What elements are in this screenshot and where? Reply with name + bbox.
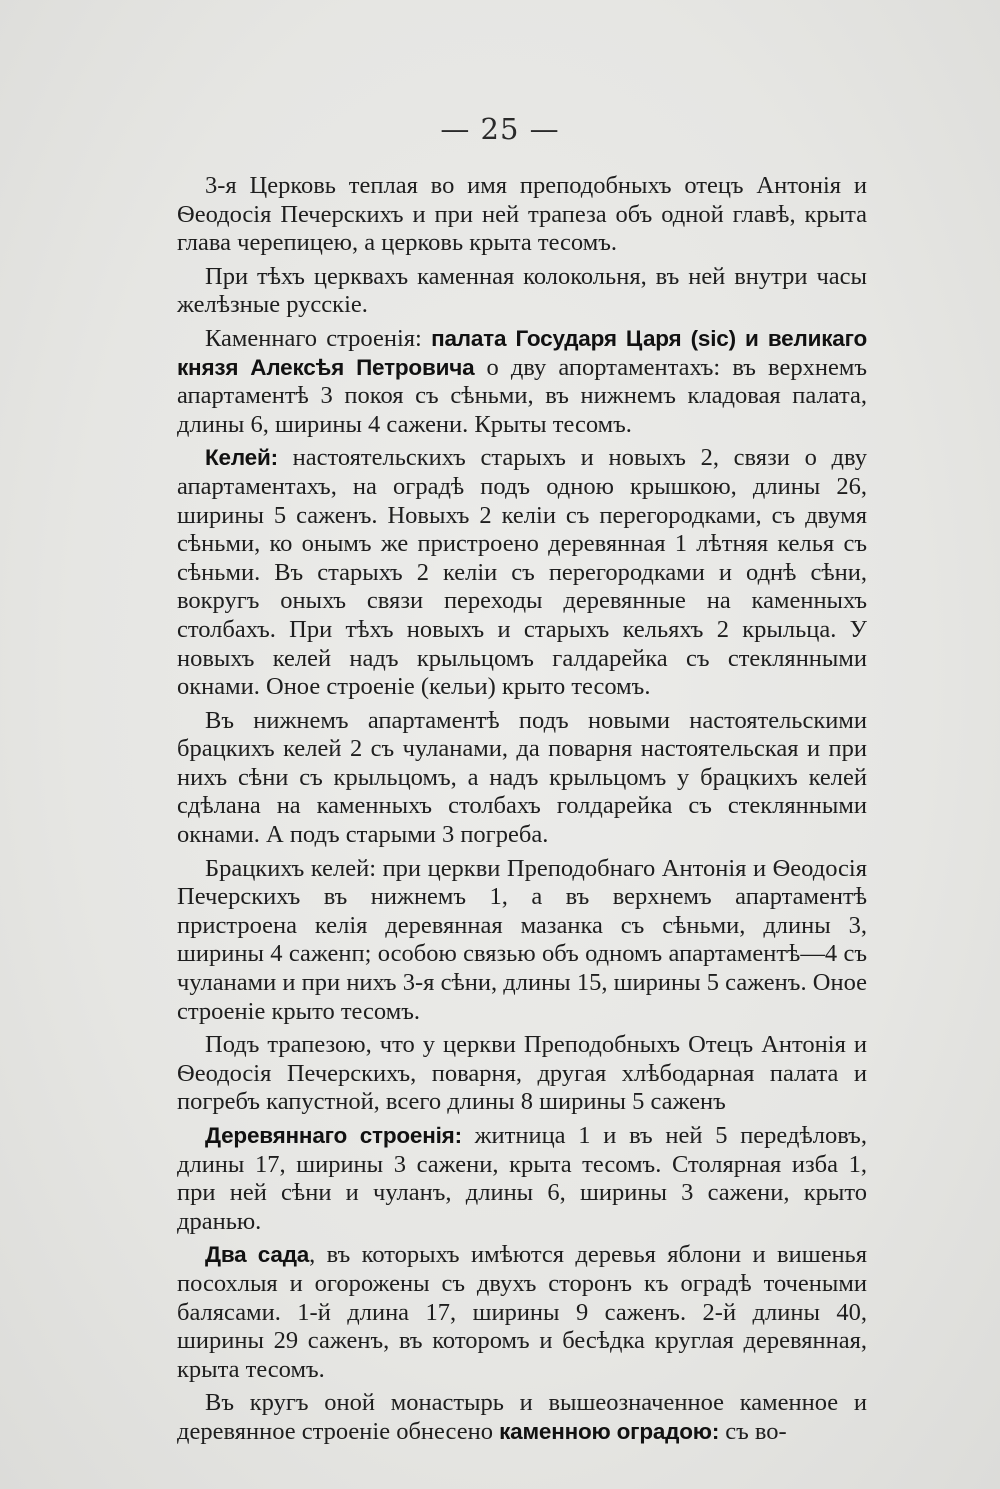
paragraph-text: Въ кругъ оной монастырь и вышеозначенное каменное и деревянное строеніе обнесено [177,1389,867,1445]
paragraph-stone-wall [177,1389,867,1446]
bold-heading: Два сада [205,1242,310,1268]
paragraph-text: настоятельскихъ старыхъ и новыхъ 2, связи о дву апартаментахъ, на оградѣ подъ одною крышкою, длины 26, ширины 5 саженъ. Новыхъ 2 келіи съ перегородками, съ двумя сѣньми, ко онымъ же пристроено деревянная 1 лѣтняя келья съ сѣньми. Въ старыхъ 2 келіи съ перегородками и однѣ сѣни, вокругъ оныхъ связи переходы деревянные на каменныхъ столбахъ. При тѣхъ новыхъ и старыхъ кельяхъ 2 крыльца. У новыхъ келей надъ крыльцомъ галдарейка съ стеклянными окнами. Оное строеніе (кельи) крыто тесомъ. [177,444,867,701]
paragraph-text: , въ которыхъ имѣются деревья яблони и вишенья посохлыя и огорожены съ двухъ сторонъ къ оградѣ точеными балясами. 1-й длина 17, ширины 9 саженъ. 2-й длины 40, ширины 29 саженъ, въ которомъ и бесѣдка круглая деревянная, крыта тесомъ. [177,1241,867,1383]
paragraph-text: Каменнаго строенія: [205,324,432,352]
paragraph-text: съ во- [719,1417,787,1445]
paragraph-refectory [177,1031,867,1117]
paragraph-text: о дву апортаментахъ: въ верхнемъ апартаментѣ 3 покоя съ сѣньми, въ нижнемъ кладовая палата, длины 6, ширины 4 сажени. Крыты тесомъ. [177,353,867,438]
paragraph-text: Подъ трапезою, что у церкви Преподобныхъ Отецъ Антонія и Ѳеодосія Печерскихъ, поварня, другая хлѣбодарная палата и погребъ капустной, всего длины 8 ширины 5 саженъ [177,1031,867,1116]
page-number: — 25 — [440,112,560,146]
paragraph-brethren-cells [177,855,867,1027]
bold-heading: каменною оградою: [499,1418,720,1444]
paragraph-gardens [177,1241,867,1384]
paragraph-cells [177,444,867,701]
bold-heading: палата Государя Царя (sic) и великаго князя Алексѣя Петровича [177,325,867,380]
paragraph-bell-tower [177,263,867,320]
paragraph-text: житница 1 и въ ней 5 передѣловъ, длины 17, ширины 3 сажени, крыта тесомъ. Столярная изба 1, при ней сѣни и чуланъ, длины 6, ширины 3 сажени, крыто дранью. [177,1122,867,1235]
paragraph-wooden-buildings [177,1122,867,1236]
paragraph-text: 3-я Церковь теплая во имя преподобныхъ отецъ Антонія и Ѳеодосія Печерскихъ и при ней трапеза объ одной главѣ, крыта глава черепицею, а церковь крыта тесомъ. [177,172,867,257]
paragraph-stone-buildings [177,325,867,439]
paragraph-text: Брацкихъ келей: при церкви Преподобнаго Антонія и Ѳеодосія Печерскихъ въ нижнемъ 1, а въ верхнемъ апартаментѣ пристроена келія деревянная мазанка съ сѣньми, длины 3, ширины 4 саженп; особою связью объ одномъ апартаментѣ—4 съ чуланами и при нихъ 3-я сѣни, длины 15, ширины 5 саженъ. Оное строеніе крыто тесомъ. [177,854,867,1025]
paragraph-church-third [177,172,867,258]
bold-heading: Деревяннаго строенія: [205,1123,462,1148]
paragraph-text: При тѣхъ церквахъ каменная колокольня, въ ней внутри часы желѣзные русскіе. [177,262,867,319]
bold-heading: Келей: [205,445,278,471]
paragraph-text: Въ нижнемъ апартаментѣ подъ новыми настоятельскими брацкихъ келей 2 съ чуланами, да поварня настоятельская и при нихъ сѣни съ крыльцомъ, а надъ крыльцомъ у брацкихъ келей сдѣлана на каменныхъ столбахъ голдарейка съ стеклянными окнами. А подъ старыми 3 погреба. [177,706,867,849]
paragraph-lower-apartment [177,707,867,850]
page-body-text [177,172,867,1452]
